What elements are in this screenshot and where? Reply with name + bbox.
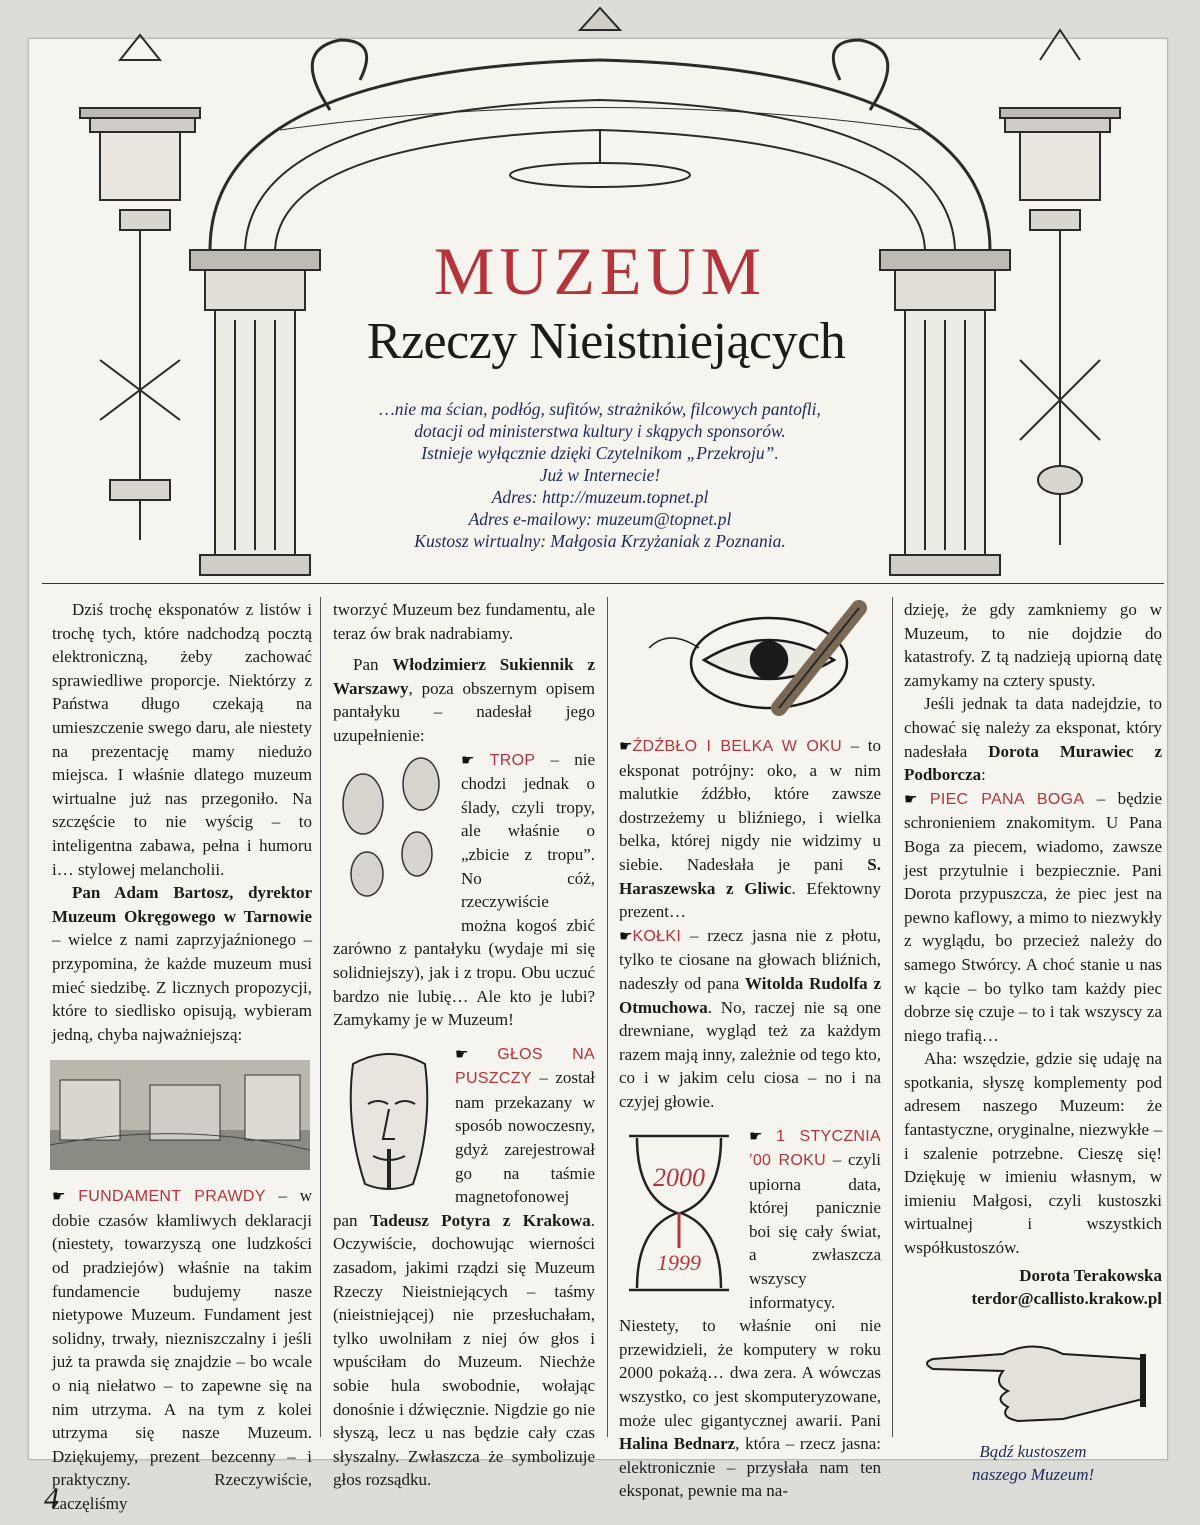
paragraph <box>619 734 881 924</box>
page-number: 4 <box>44 1482 59 1515</box>
paragraph <box>619 924 881 1114</box>
paragraph <box>904 787 1162 1048</box>
author-name: Witolda Rudolfa z Otmuchowa <box>619 973 881 1017</box>
intro-line: Adres e-mailowy: muzeum@topnet.pl <box>468 509 732 529</box>
caption <box>904 1440 1162 1486</box>
paragraph-text: – został nam przekazany w sposób nowoczesny, gdyż zarejestrował go na taśmie magnetofonowej pan <box>333 1068 595 1230</box>
paragraph <box>333 653 595 747</box>
paragraph-text: – nie chodzi jednak o ślady, czyli tropy, ale właśnie o „zbicie z tropu”. No cóż, rzeczywiście można kogoś zbić zarówno z pantałyku (wydaje mi się solidniejszy), jak i z tropu. Obu uczuć bardzo nie lubię… Ale kto je lubi? Zamykamy je w Muzeum! <box>333 749 595 1030</box>
hourglass-bottom-year: 1999 <box>657 1249 701 1275</box>
paragraph-text: – czyli upiorna data, której panicznie boi się cały świat, a zwłaszcza wszyscy informatycy. Niestety, to właśnie oni nie przewidzieli, że komputery w roku 2000 pokażą… dwa zera. A wówczas wszystko, co jest skomputeryzowane, może ulec gigantycznej awarii. Pani <box>619 1150 881 1430</box>
article-column-1 <box>52 598 312 1516</box>
article-column-3 <box>619 598 881 1503</box>
paragraph-text: . No, raczej nie są one drewniane, wygląd też za każdym razem mają inny, zależnie od tego kto, co i w jakim celu ciosa – no i na czyjej głowie. <box>619 997 881 1111</box>
page-title: MUZEUM <box>433 233 767 309</box>
paragraph-text: – rzecz jasna nie z płotu, tylko te ciosane na głowach bliźnich, nadeszły od pana <box>619 925 881 993</box>
column-divider <box>607 597 608 1437</box>
paragraph: tworzyć Muzeum bez fundamentu, ale teraz ów brak nadrabiamy. <box>333 600 595 643</box>
exhibit-heading: KOŁKI <box>632 927 682 945</box>
footprints-illustration <box>333 754 451 924</box>
pointing-hand-icon: ☛ <box>52 1187 66 1206</box>
paragraph-text: , która – rzecz jasna: elektronicznie – przysłała nam ten eksponat, pewnie ma na- <box>619 1434 881 1501</box>
exhibit-heading: 1 STYCZNIA ’00 ROKU <box>749 1127 881 1170</box>
intro-line: Już w Internecie! <box>539 465 661 485</box>
paragraph-text: : <box>981 765 986 785</box>
intro-line: dotacji od ministerstwa kultury i skąpych sponsorów. <box>414 421 786 441</box>
paragraph-text: . Efektowny prezent… <box>619 878 881 922</box>
page-subtitle: Rzeczy Nieistniejących <box>366 313 846 370</box>
intro-line: …nie ma ścian, podłóg, sufitów, strażników, filcowych pantofli, <box>379 399 821 419</box>
author-name: Dorota Murawiec z Podborcza <box>904 741 1163 785</box>
paragraph: dzieję, że gdy zamkniemy go w Muzeum, to nie dojdzie do katastrofy. Z tą nadzieją upiorną datę zamykamy na cztery spusty. <box>904 600 1162 690</box>
exhibit-heading: FUNDAMENT PRAWDY <box>78 1188 266 1206</box>
paragraph-text: . Oczywiście, dochowując wierności zasadom, jakimi rządzi się Muzeum Rzeczy Nieistniejących – taśmy (nieistniejącej) nie przesłuchałam, tylko uwolniłam z niej ów głos i wpuściłam do Muzeum. Niechże sobie hula swobodnie, wołając donośnie i dźwięcznie. Nigdzie go nie słyszą, lecz u nas będzie cały czas słyszalny. Zwłaszcza że symbolizuje głos rozsądku. <box>333 1210 596 1490</box>
column-divider <box>320 597 321 1437</box>
fundament-illustration <box>50 1060 310 1170</box>
hourglass-illustration <box>619 1128 739 1298</box>
article-column-2 <box>333 598 595 1492</box>
pointing-hand-icon: ☛ <box>455 1044 469 1063</box>
caption-line: Bądź kustoszem <box>979 1441 1087 1461</box>
paragraph-text: – wielce z nami zaprzyjaźnionego – przypomina, że każde muzeum musi mieć siedzibę. Z licznych propozycji, które to siedlisko opisują, wybieram jedną, chyba najważniejszą: <box>52 930 312 1044</box>
paragraph-text: , poza obszernym opisem pantałyku – nadesłał jego uzupełnienie: <box>333 678 595 745</box>
column-divider <box>892 597 893 1437</box>
exhibit-heading: TROP <box>489 751 536 769</box>
signature-name: Dorota Terakowska <box>1019 1265 1162 1285</box>
paragraph <box>52 881 312 1046</box>
hand-illustration <box>913 1329 1153 1434</box>
exhibit-heading: ŹDŹBŁO I BELKA W OKU <box>632 738 842 755</box>
eye-illustration <box>619 598 881 728</box>
exhibit-heading: GŁOS NA PUSZCZY <box>455 1045 595 1088</box>
pointing-hand-icon: ☛ <box>749 1126 763 1145</box>
author-name: Tadeusz Potyra z Krakowa <box>369 1210 591 1230</box>
signature-email: terdor@callisto.krakow.pl <box>971 1289 1162 1309</box>
paragraph <box>904 692 1162 786</box>
paragraph-text: – w dobie czasów kłamliwych deklaracji (niestety, towarzyszą one ludzkości od pradziejów) właśnie na takim fundamencie budujemy nasze nietypowe Muzeum. Fundament jest solidny, trwały, niezniszczalny i jeśli już ta prawda się znajdzie – bo wcale o nią niełatwo – to zapewne się na nim utrzyma. A na tym z kolei utrzyma się nasze Muzeum. Dziękujemy, prezent bezcenny – i praktyczny. Rzeczywiście, zaczęliśmy <box>52 1186 313 1513</box>
article-column-4 <box>904 598 1162 1486</box>
author-name: S. Haraszewska z Gliwic <box>619 854 881 898</box>
intro-block <box>300 398 900 552</box>
pointing-hand-icon: ☛ <box>619 737 633 755</box>
hourglass-top-year: 2000 <box>653 1162 705 1192</box>
intro-line: Adres: http://muzeum.topnet.pl <box>491 487 709 507</box>
paragraph: Aha: wszędzie, gdzie się udaję na spotkania, słyszę komplementy pod adresem naszego Muzeum: że fantastyczne, oryginalne, niezwykłe – i szalenie potrzebne. Cieszę się! Dziękuję w imieniu własnym, w imieniu Małgosi, czyli kustoszki wirtualnej i wszystkich współkustoszów. <box>904 1049 1162 1258</box>
paragraph <box>52 1184 312 1515</box>
paragraph: Dziś trochę eksponatów z listów i trochę tych, które nadchodzą pocztą elektroniczną, żeby zachować sprawiedliwe proporcje. Niektórzy z Państwa długo czekają na umieszczenie swego daru, ale niestety na prezentację mamy niedużo miejsca. I właśnie dlatego muzeum wirtualne już nas przegoniło. Na szczęście to nie wyścig – to inteligentna zabawa, pełna i humoru i… stylowej melancholii. <box>52 600 312 879</box>
caption-line: naszego Muzeum! <box>971 1464 1095 1484</box>
pointing-hand-icon: ☛ <box>904 789 918 808</box>
author-name: Włodzimierz Sukiennik z Warszawy <box>333 655 595 698</box>
paragraph-text: Pan <box>353 655 393 675</box>
intro-line: Kustosz wirtualny: Małgosia Krzyżaniak z Poznania. <box>414 531 786 551</box>
author-name: Pan Adam Bartosz, dyrektor Muzeum Okręgowego w Tarnowie <box>52 883 312 926</box>
paragraph-text: – to eksponat potrójny: oko, a w nim malutkie źdźbło, które zawsze dostrzeżemy u bliźniego, i wielka belka, której nigdy nie widzimy u siebie. Nadesłała je pani <box>619 736 881 874</box>
header-divider <box>42 583 1164 584</box>
pointing-hand-icon: ☛ <box>461 750 475 769</box>
exhibit-heading: PIEC PANA BOGA <box>929 790 1085 808</box>
paragraph-text: Jeśli jednak ta data nadejdzie, to chować się należy za eksponat, który nadesłała <box>904 694 1162 761</box>
intro-line: Istnieje wyłącznie dzięki Czytelnikom „Przekroju”. <box>421 443 779 463</box>
paragraph-text: – będzie schronieniem znakomitym. U Pana Boga za piecem, wiadomo, zawsze jest przytulnie i bezpiecznie. Pani Dorota przypuszcza, że piec jest na pewno kaflowy, a mimo to niezwykły z wyglądu, bo przecież należy do samego Stwórcy. A choć stanie u nas w kącie – bo tylko tam każdy piec dobrze się czuje – to i tak wszyscy za niego trafią… <box>904 788 1163 1045</box>
pointing-hand-icon: ☛ <box>619 926 633 945</box>
author-name: Halina Bednarz <box>619 1434 736 1454</box>
face-illustration <box>333 1044 445 1194</box>
